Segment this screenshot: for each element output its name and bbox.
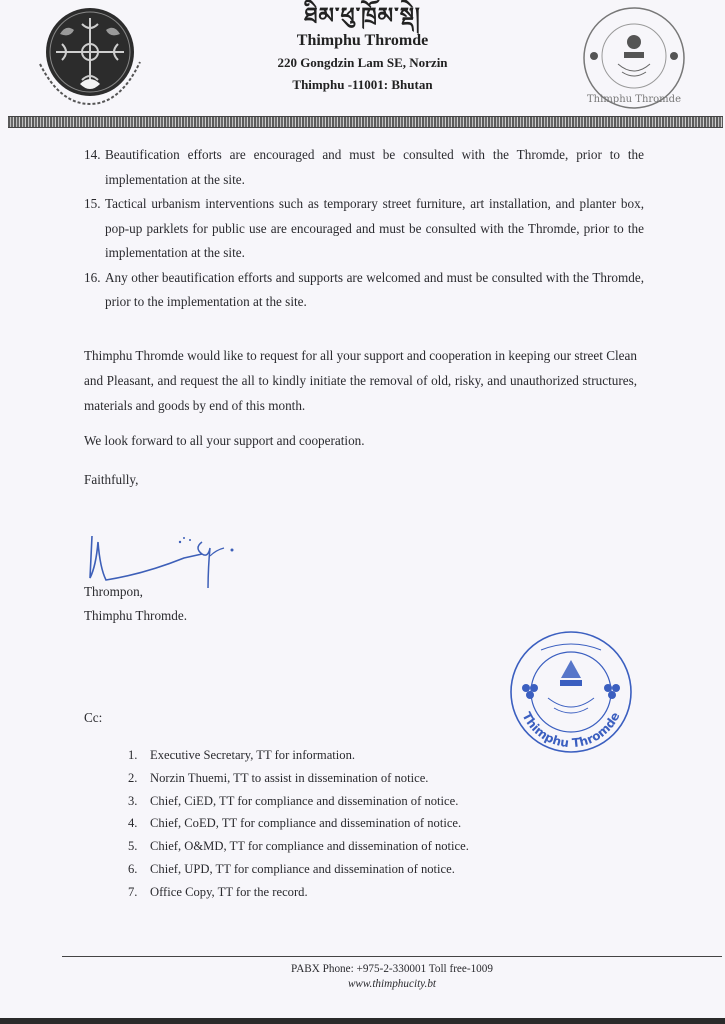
- list-item: [84, 192, 644, 266]
- cc-item: [128, 790, 469, 813]
- item-text: Any other beautification efforts and supports are welcomed and must be consulted with the Thromde, prior to the implementation at the site.: [105, 269, 644, 309]
- cc-number: 4.: [128, 816, 138, 831]
- closing-line: We look forward to all your support and cooperation.: [84, 433, 365, 448]
- footer-phone: PABX Phone: +975-2-330001 Toll free-1009: [291, 963, 493, 975]
- address-line-2: Thimphu -11001: Bhutan: [292, 77, 433, 92]
- cc-item: [128, 812, 469, 835]
- stamp-text: Thimphu Thromde: [519, 709, 623, 751]
- cc-text: Norzin Thuemi, TT to assist in dissemination of notice.: [150, 770, 429, 785]
- cc-item: [128, 858, 469, 881]
- cc-number: 2.: [128, 770, 138, 785]
- footer: [62, 962, 722, 992]
- cc-number: 7.: [128, 884, 138, 899]
- decorative-border: [8, 116, 723, 128]
- address-line-1: 220 Gongdzin Lam SE, Norzin: [277, 55, 448, 70]
- signature-icon: [84, 528, 264, 588]
- cc-item: [128, 835, 469, 858]
- cc-number: 6.: [128, 861, 138, 876]
- svg-text:Thimphu Thromde: [519, 710, 622, 750]
- right-emblem-text: Thimphu Thromde: [587, 94, 681, 105]
- official-stamp-icon: [496, 628, 646, 758]
- cc-text: Chief, UPD, TT for compliance and dissemination of notice.: [150, 861, 455, 876]
- dzongkha-title: ཐིམ་ཕུ་ཁྲོམ་སྡེ།: [304, 4, 421, 29]
- footer-divider: [62, 956, 722, 957]
- cc-number: 3.: [128, 793, 138, 808]
- cc-text: Chief, O&MD, TT for compliance and dissemination of notice.: [150, 839, 469, 854]
- thromde-logo-icon: [578, 6, 690, 110]
- letterhead: [0, 0, 725, 112]
- cc-text: Chief, CiED, TT for compliance and dissemination of notice.: [150, 793, 459, 808]
- item-text: Tactical urbanism interventions such as temporary street furniture, art installation, and planter box, pop-up parklets for public use are encouraged and must be consulted with the Thromde, prior to the implementation at the site.: [105, 196, 644, 260]
- numbered-list: [84, 143, 644, 315]
- list-item: [84, 266, 644, 315]
- request-paragraph: Thimphu Thromde would like to request for all your support and cooperation in keeping our street Clean and Pleasant, and request the all to kindly initiate the removal of old, risky, and unauthorized structures, materials and goods by end of this month.: [84, 348, 637, 413]
- cc-text: Executive Secretary, TT for information.: [150, 748, 356, 762]
- cc-number: 5.: [128, 839, 138, 854]
- cc-list: [128, 744, 469, 904]
- cc-text: Office Copy, TT for the record.: [150, 884, 308, 899]
- item-number: 14.: [84, 147, 101, 162]
- salutation: Faithfully,: [84, 472, 139, 487]
- cc-text: Chief, CoED, TT for compliance and dissemination of notice.: [150, 816, 462, 831]
- list-item: [84, 143, 644, 192]
- cc-number: 1.: [128, 748, 138, 762]
- cc-item: [128, 744, 469, 767]
- letterhead-text: [200, 4, 525, 96]
- footer-website-link[interactable]: www.thimphucity.bt: [347, 978, 437, 990]
- cc-item: [128, 881, 469, 904]
- organization-name: Thimphu Thromde: [296, 32, 429, 49]
- item-number: 15.: [84, 196, 101, 211]
- cc-item: [128, 767, 469, 790]
- item-number: 16.: [84, 269, 101, 285]
- signatory-title: Thrompon,: [84, 584, 143, 599]
- item-text: Beautification efforts are encouraged and must be consulted with the Thromde, prior to the implementation at the site.: [105, 147, 644, 187]
- scan-edge: [0, 1018, 725, 1024]
- national-emblem-icon: [30, 4, 150, 114]
- cc-label: Cc:: [84, 710, 103, 725]
- signatory-organization: Thimphu Thromde.: [84, 608, 188, 623]
